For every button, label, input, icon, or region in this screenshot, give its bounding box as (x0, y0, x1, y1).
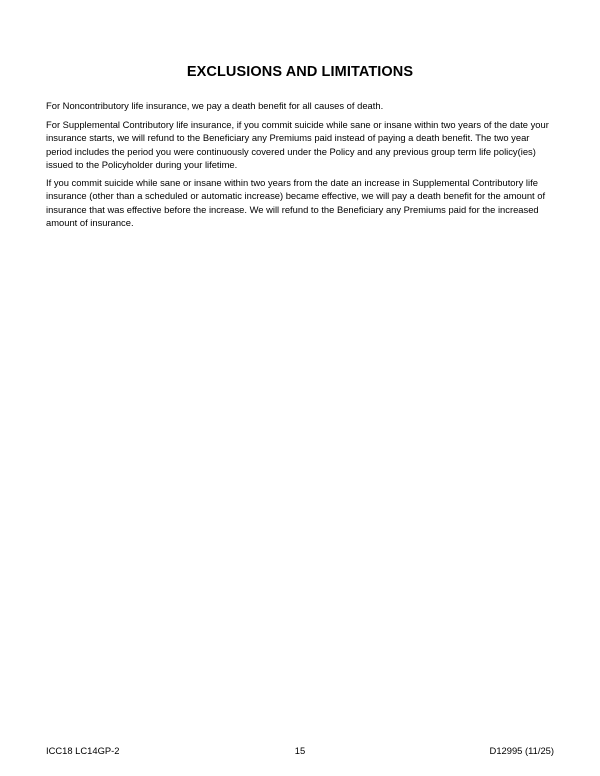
footer-document-code: D12995 (11/25) (489, 745, 554, 756)
footer-form-number: ICC18 LC14GP-2 (46, 745, 120, 756)
footer-page-number: 15 (294, 745, 306, 756)
paragraph-noncontributory: For Noncontributory life insurance, we pay a death benefit for all causes of death. (46, 100, 384, 111)
paragraph-supplemental-suicide: For Supplemental Contributory life insurance, if you commit suicide while sane or insane within two years of the date your insurance starts, we will refund to the Beneficiary any Premiums paid instead of paying a death benefit. The two year period includes the period you were continuously covered under the Policy and any previous group term life policy(ies) issued to the Policyholder during your lifetime. (46, 119, 549, 171)
page-title: EXCLUSIONS AND LIMITATIONS (186, 64, 414, 80)
paragraph-increase-suicide: If you commit suicide while sane or insane within two years from the date an increase in Supplemental Contributory life insurance (other than a scheduled or automatic increase) became effective, we will pay a death benefit for the amount of insurance that was effective before the increase. We will refund to the Beneficiary any Premiums paid for the increased amount of insurance. (46, 177, 546, 229)
